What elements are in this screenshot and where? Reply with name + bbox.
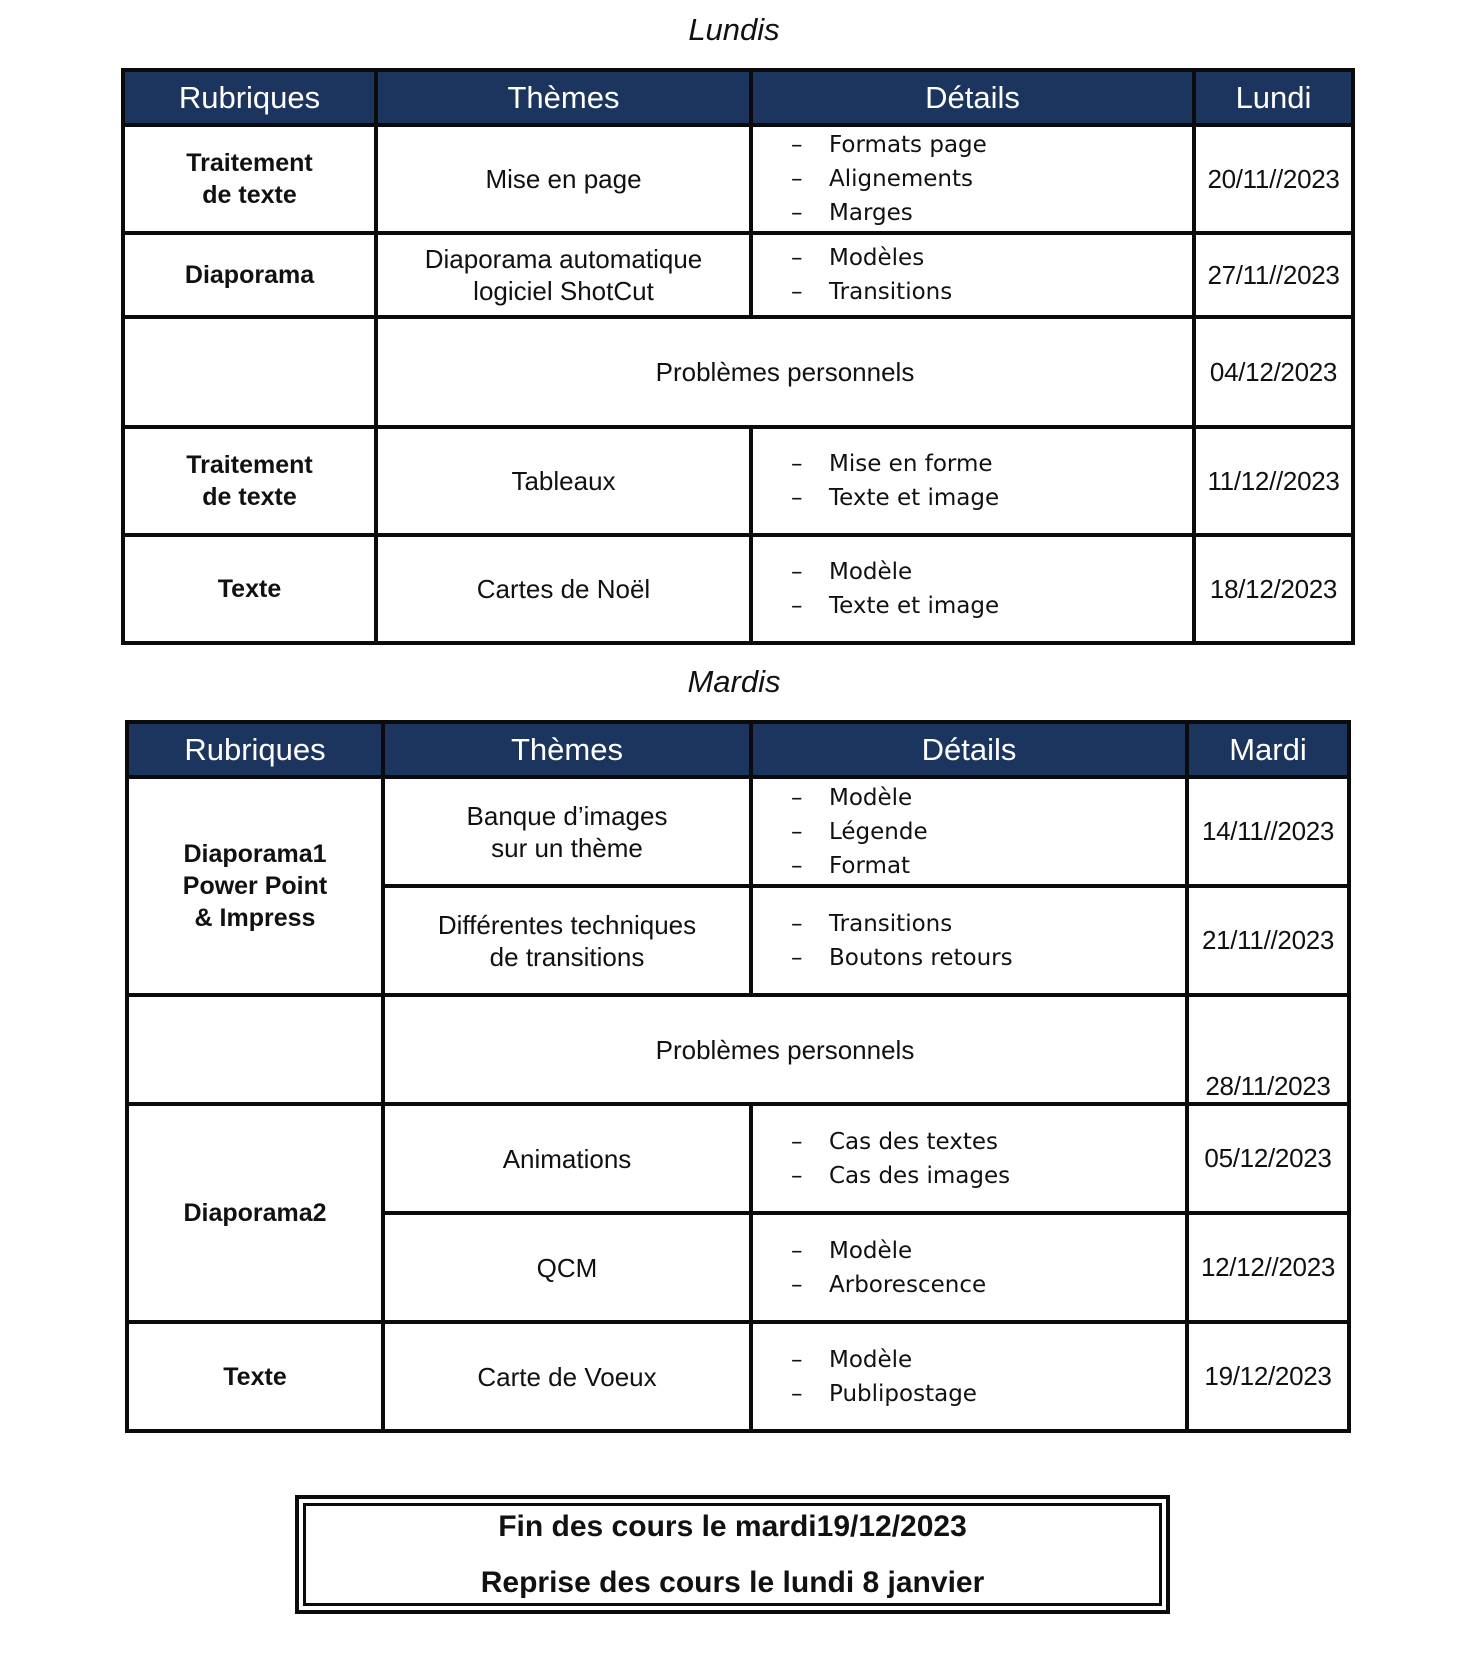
theme-line: de transitions [489, 941, 645, 972]
table-row [123, 125, 1353, 233]
details-cell [751, 427, 1194, 535]
details-cell [751, 1104, 1187, 1213]
detail-item: – Marges [791, 196, 1192, 230]
theme-cell: Problèmes personnels [383, 995, 1187, 1104]
footer-notice-box [295, 1495, 1170, 1614]
rubrique-line: Traitement [186, 451, 313, 479]
date-cell: 11/12//2023 [1194, 427, 1353, 535]
rubrique-cell [123, 317, 376, 427]
theme-cell: Carte de Voeux [383, 1322, 751, 1431]
detail-item: – Mise en forme [791, 447, 1192, 481]
details-cell [751, 886, 1187, 995]
rubrique-line: Traitement [186, 149, 313, 177]
date-cell: 05/12/2023 [1187, 1104, 1349, 1213]
detail-item: – Publipostage [791, 1377, 1185, 1411]
table-row [123, 535, 1353, 643]
theme-cell: Mise en page [376, 125, 751, 233]
date-cell: 27/11//2023 [1194, 233, 1353, 317]
header-rubriques: Rubriques [127, 722, 383, 777]
rubrique-cell [127, 777, 383, 995]
detail-item: – Cas des textes [791, 1125, 1185, 1159]
theme-line: Différentes techniques [437, 909, 697, 940]
detail-item: – Texte et image [791, 481, 1192, 515]
theme-line: sur un thème [491, 832, 643, 863]
end-of-courses-text: Fin des cours le mardi19/12/2023 [498, 1510, 967, 1543]
header-day: Mardi [1187, 722, 1349, 777]
rubrique-cell [123, 427, 376, 535]
table-row [123, 427, 1353, 535]
theme-cell [383, 886, 751, 995]
theme-line: Banque d’images [466, 800, 668, 831]
resumption-text: Reprise des cours le lundi 8 janvier [480, 1566, 985, 1599]
header-day: Lundi [1194, 70, 1353, 125]
theme-cell: QCM [383, 1213, 751, 1322]
date-cell: 18/12/2023 [1194, 535, 1353, 643]
date-cell: 04/12/2023 [1194, 317, 1353, 427]
mardis-title: Mardis [687, 664, 781, 699]
date-cell: 20/11//2023 [1194, 125, 1353, 233]
detail-item: – Cas des images [791, 1159, 1185, 1193]
header-themes: Thèmes [376, 70, 751, 125]
detail-item: – Modèle [791, 781, 1185, 815]
details-list [753, 781, 1185, 883]
table-row [127, 1322, 1349, 1431]
details-cell [751, 1322, 1187, 1431]
table-row [123, 317, 1353, 427]
rubrique-cell: Diaporama2 [127, 1104, 383, 1322]
lundis-table [121, 68, 1355, 645]
rubrique-line: de texte [202, 181, 297, 209]
table-header-row [127, 722, 1349, 777]
theme-cell [376, 233, 751, 317]
detail-item: – Formats page [791, 128, 1192, 162]
theme-cell: Tableaux [376, 427, 751, 535]
detail-item: – Transitions [791, 275, 1192, 309]
detail-item: – Transitions [791, 907, 1185, 941]
rubrique-line: Diaporama1 [183, 840, 327, 868]
detail-item: – Modèle [791, 1234, 1185, 1268]
detail-item: – Texte et image [791, 589, 1192, 623]
details-cell [751, 1213, 1187, 1322]
detail-item: – Modèle [791, 1343, 1185, 1377]
theme-cell [383, 777, 751, 886]
theme-cell: Problèmes personnels [376, 317, 1194, 427]
date-cell: 19/12/2023 [1187, 1322, 1349, 1431]
details-list [753, 1125, 1185, 1193]
table-row [123, 233, 1353, 317]
table-row [127, 777, 1349, 886]
details-cell [751, 777, 1187, 886]
rubrique-cell: Diaporama [123, 233, 376, 317]
details-list [753, 907, 1185, 975]
rubrique-line: de texte [202, 483, 297, 511]
table-row [127, 995, 1349, 1104]
detail-item: – Format [791, 849, 1185, 883]
detail-item: – Modèle [791, 555, 1192, 589]
theme-cell: Animations [383, 1104, 751, 1213]
date-cell: 12/12//2023 [1187, 1213, 1349, 1322]
table-row [127, 1104, 1349, 1213]
rubrique-cell: Texte [123, 535, 376, 643]
detail-item: – Modèles [791, 241, 1192, 275]
lundis-title: Lundis [688, 12, 780, 47]
details-list [753, 555, 1192, 623]
header-details: Détails [751, 70, 1194, 125]
detail-item: – Boutons retours [791, 941, 1185, 975]
details-list [753, 447, 1192, 515]
rubrique-cell [127, 995, 383, 1104]
mardis-table [125, 720, 1351, 1433]
details-cell [751, 233, 1194, 317]
header-details: Détails [751, 722, 1187, 777]
details-list [753, 1343, 1185, 1411]
date-cell: 14/11//2023 [1187, 777, 1349, 886]
theme-line: Diaporama automatique [424, 244, 703, 274]
footer-notice-inner [303, 1503, 1162, 1606]
theme-cell: Cartes de Noël [376, 535, 751, 643]
details-list [753, 128, 1192, 230]
details-list [753, 241, 1192, 309]
details-list [753, 1234, 1185, 1302]
table-header-row [123, 70, 1353, 125]
rubrique-cell [123, 125, 376, 233]
header-themes: Thèmes [383, 722, 751, 777]
detail-item: – Alignements [791, 162, 1192, 196]
detail-item: – Légende [791, 815, 1185, 849]
rubrique-line: & Impress [194, 904, 316, 932]
rubrique-cell: Texte [127, 1322, 383, 1431]
details-cell [751, 125, 1194, 233]
detail-item: – Arborescence [791, 1268, 1185, 1302]
theme-line: logiciel ShotCut [473, 276, 654, 306]
rubrique-line: Power Point [182, 872, 328, 900]
header-rubriques: Rubriques [123, 70, 376, 125]
date-cell: 28/11/2023 [1187, 995, 1349, 1104]
date-cell: 21/11//2023 [1187, 886, 1349, 995]
details-cell [751, 535, 1194, 643]
